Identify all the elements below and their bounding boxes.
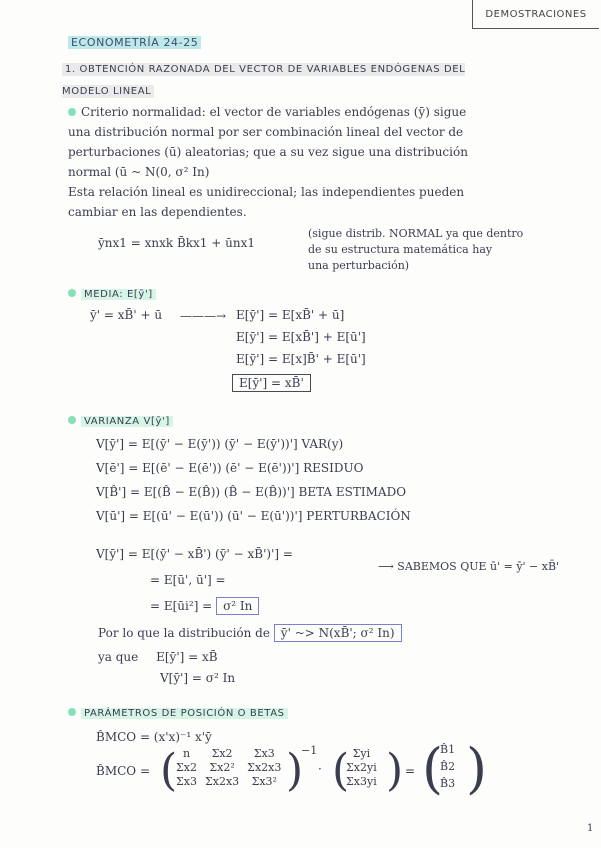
varianza-title: VARIANZA V[ȳ'] <box>81 416 173 427</box>
matrix-row <box>172 775 285 789</box>
arrow-line: ———→ <box>180 309 227 323</box>
varianza-eq-4: V[ū'] = E[(ū' − E(ū')) (ū' − E(ū'))'] PERTURBACIÓN <box>96 509 411 523</box>
intro-line-5: Esta relación lineal es unidireccional; las independientes pueden <box>68 185 465 199</box>
intro-note-1: (sigue distrib. NORMAL ya que dentro <box>308 227 524 240</box>
intro-line-1: Criterio normalidad: el vector de variables endógenas (ȳ) sigue <box>81 105 467 119</box>
matrix-left-paren: ( <box>160 745 178 796</box>
varianza-eq-3: V[B̂'] = E[(B̂ − E(B̂)) (B̂ − E(B̂))'] BETA ESTIMADO <box>96 485 407 499</box>
media-title: MEDIA: E[ȳ'] <box>81 289 156 300</box>
section-title <box>62 59 502 103</box>
matrix-cell: Σx2² <box>209 761 235 774</box>
betas-heading <box>68 705 288 719</box>
beta-3: B̂3 <box>440 777 456 790</box>
matrix-cell: Σx2x3 <box>204 775 240 788</box>
intro-equation: ȳnx1 = xnxk B̄kx1 + ūnx1 <box>98 236 255 250</box>
dot-operator: · <box>318 762 322 776</box>
bullet-icon <box>68 416 76 424</box>
page-number: 1 <box>587 823 594 834</box>
betas-eq-1: B̂MCO = (x'x)⁻¹ x'ȳ <box>96 730 212 744</box>
media-result <box>232 376 311 390</box>
vector-right-paren: ) <box>386 745 404 796</box>
varianza-since-label: ya que <box>98 650 139 664</box>
media-eq-1: ȳ' = xB̄' + ū <box>90 308 163 322</box>
intro-line-6: cambiar en las dependientes. <box>68 205 247 219</box>
varianza-heading <box>68 413 173 427</box>
varianza-conclusion-text: Por lo que la distribución de <box>98 626 270 640</box>
varianza-eq-2: V[ē'] = E[(ē' − E(ē')) (ē' − E(ē'))'] RESIDUO <box>96 461 364 475</box>
matrix-right-paren: ) <box>286 745 304 796</box>
media-eq-3: E[ȳ'] = E[xB̄'] + E[ū'] <box>236 330 366 344</box>
media-heading <box>68 286 156 300</box>
varianza-since <box>98 650 218 664</box>
betas-result-vector <box>440 741 455 792</box>
varianza-distribution-box: ȳ' ~> N(xB̄'; σ² In) <box>274 624 402 642</box>
vector-cell: Σx3yi <box>346 775 377 788</box>
course-title <box>68 36 201 49</box>
vector-left-paren: ( <box>332 745 350 796</box>
betas-title: PARÁMETROS DE POSICIÓN O BETAS <box>81 708 288 719</box>
matrix-cell: Σx2 <box>211 747 233 760</box>
matrix-row <box>172 747 285 761</box>
varianza-eq-7-text: = E[ūi²] = <box>150 599 213 613</box>
bullet-icon <box>68 289 76 297</box>
section-title-text: 1. OBTENCIÓN RAZONADA DEL VECTOR DE VARIABLES ENDÓGENAS DEL MODELO LINEAL <box>62 64 466 97</box>
media-result-box: E[ȳ'] = xB̄' <box>232 374 311 392</box>
varianza-result-box: σ² In <box>216 597 259 615</box>
varianza-eq-1: V[ȳ'] = E[(ȳ' − E(ȳ')) (ȳ' − E(ȳ'))'] VAR(y) <box>96 437 344 451</box>
varianza-eq-5: V[ȳ'] = E[(ȳ' − xB̄') (ȳ' − xB̄')'] = <box>96 547 293 561</box>
result-right-paren: ) <box>466 737 488 800</box>
media-eq-4: E[ȳ'] = E[x]B̄' + E[ū'] <box>236 352 366 366</box>
matrix-cell: Σx3 <box>176 775 197 788</box>
intro-line-2: una distribución normal por ser combinación lineal del vector de <box>68 125 464 139</box>
media-eq-2: E[ȳ'] = E[xB̄' + ū] <box>236 308 345 322</box>
varianza-eq-7 <box>150 599 259 613</box>
varianza-since-eq-1: E[ȳ'] = xB̄ <box>156 650 218 664</box>
intro-note-2: de su estructura matemática hay <box>308 243 493 256</box>
intro-line-3: perturbaciones (ū) aleatorias; que a su vez sigue una distribución <box>68 145 468 159</box>
matrix-cell: Σx2 <box>176 761 197 774</box>
course-title-text: ECONOMETRÍA 24-25 <box>68 36 201 49</box>
matrix-cell: Σx3 <box>253 747 275 760</box>
varianza-eq-6: = E[ū', ū'] = <box>150 573 226 587</box>
varianza-note-text: SABEMOS QUE ū' = ȳ' − xB̄' <box>397 560 560 573</box>
result-left-paren: ( <box>422 737 444 800</box>
moment-vector <box>346 747 377 789</box>
bullet-icon <box>68 708 76 716</box>
vector-cell: Σyi <box>352 747 371 760</box>
matrix-row <box>172 761 285 775</box>
varianza-conclusion <box>98 626 402 640</box>
bullet-icon <box>68 108 76 116</box>
betas-eq-2-lhs: B̂MCO = <box>96 764 150 778</box>
matrix-cell: Σx3² <box>251 775 277 788</box>
matrix-cell: Σx2x3 <box>247 761 282 774</box>
matrix-cell: n <box>182 747 191 760</box>
matrix-exponent: −1 <box>301 744 318 757</box>
intro-note-3: una perturbación) <box>308 259 410 272</box>
varianza-since-eq-2: V[ȳ'] = σ² In <box>160 671 236 685</box>
varianza-note <box>378 560 559 573</box>
beta-2: B̂2 <box>440 760 456 773</box>
equals-sign: = <box>405 764 416 778</box>
beta-1: B̂1 <box>440 743 456 756</box>
category-label: DEMOSTRACIONES <box>472 0 599 29</box>
intro-block <box>68 102 588 222</box>
intro-note <box>308 226 523 274</box>
moment-matrix <box>172 747 285 789</box>
intro-line-4: normal (ū ~ N(0, σ² In) <box>68 165 210 179</box>
vector-cell: Σx2yi <box>346 761 377 774</box>
arrow-icon: ⟶ <box>378 560 398 573</box>
